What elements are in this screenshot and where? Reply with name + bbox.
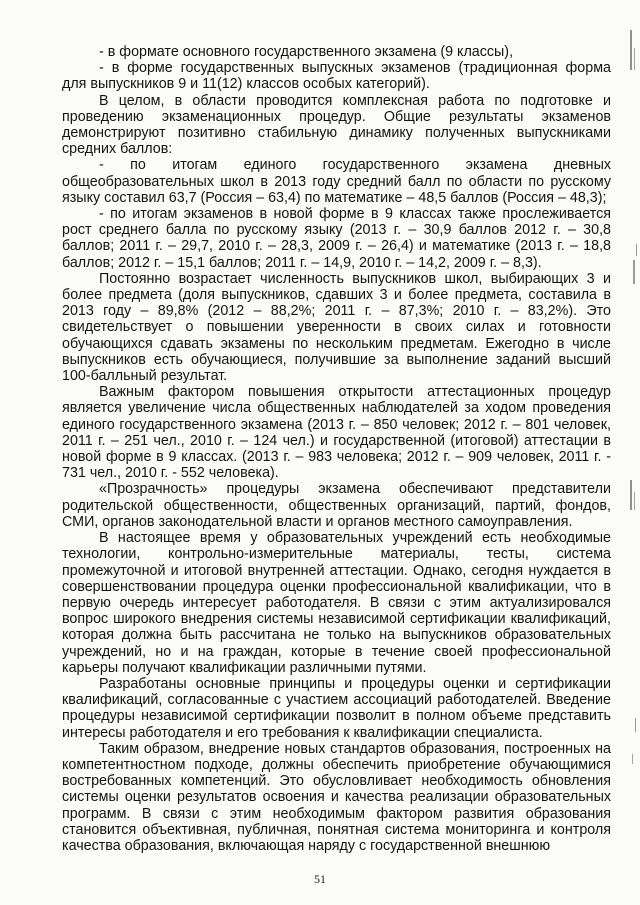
scan-edge-mark [635,718,636,732]
scan-edge-mark [632,754,633,764]
paragraph-bullet-oge: - в формате основного государственного экзамена (9 классы), [99,44,514,60]
paragraph-qualification: В настоящее время у образовательных учреждений есть необходимые технологии, контрольно-измерительные материалы, тесты, система промежуточной и итоговой внутренней аттестации. Однако, сегодня нуждается в совершенствовании процедура оценки профессиональной квалификации, что в первую очередь интересует работодателя. В связи с этим актуализировался вопрос широкого внедрения системы независимой сертификации квалификаций, которая должна быть рассчитана не только на выпускников образовательных учреждений, но и на граждан, которые в течение своей профессиональной карьеры получают квалификации различными путями. [62,530,611,676]
body-text [62,44,611,854]
paragraph-certification: Разработаны основные принципы и процедуры оценки и сертификации квалификаций, согласованные с участием ассоциаций работодателей. Введение процедуры независимой сертификации позволит в полном объеме представить интересы работодателя и его требования к квалификации специалиста. [62,675,611,741]
paragraph-conclusion: Таким образом, внедрение новых стандартов образования, построенных на компетентностном подходе, должны обеспечить приобретение обучающимися востребованных компетенций. Это обусловливает необходимость обновления системы оценки результатов освоения и качества реализации образовательных программ. В связи с этим необходимым фактором развития образования становится объективная, публичная, понятная система мониторинга и контроля качества образования, включающая наряду с государственной внешнюю [62,740,611,854]
page-number: 51 [314,872,326,886]
scan-edge-mark [630,480,632,510]
paragraph-subject-choice: Постоянно возрастает численность выпускников школ, выбирающих 3 и более предмета (доля выпускников, сдавших 3 и более предмета, составила в 2013 году – 89,8% (2012 – 88,2%; 2011 г. – 87,3%; 2010 г. – 83,2%). Это свидетельствует о повышении уверенности в своих силах и готовности обучающихся сдавать экзамены по нескольким предметам. Ежегодно в числе выпускников есть обучающиеся, получившие за выполнение заданий высший 100-балльный результат. [62,270,611,385]
paragraph-ege-results: - по итогам единого государственного экзамена дневных общеобразовательных школ в 2013 году средний балл по области по русскому языку составил 63,7 (Россия – 63,4) по математике – 48,5 баллов (Россия – 48,3); [62,157,611,206]
scan-edge-mark [634,492,635,510]
paragraph-exam-overview: В целом, в области проводится комплексная работа по подготовке и проведению экзаменационных процедур. Общие результаты экзаменов демонстрируют позитивно стабильную динамику полученных выпускниками средних баллов: [62,92,611,158]
paragraph-observers: Важным фактором повышения открытости аттестационных процедур является увеличение числа общественных наблюдателей за ходом проведения единого государственного экзамена (2013 г. – 850 человек; 2012 г. – 801 человек, 2011 г. – 251 чел., 2010 г. – 124 чел.) и государственной (итоговой) аттестации в новой форме в 9 классах. (2013 г. – 983 человека; 2012 г. – 909 человек, 2011 г. - 731 чел., 2010 г. - 552 человека). [62,384,611,482]
scan-edge-mark [636,244,637,256]
paragraph-grade9-results: - по итогам экзаменов в новой форме в 9 классах также прослеживается рост среднего балла по русскому языку (2013 г. – 30,9 баллов 2012 г. – 30,8 баллов; 2011 г. – 29,7, 2010 г. – 28,3, 2009 г. – 26,4) и математике (2013 г. – 18,8 баллов; 2012 г. – 15,1 баллов; 2011 г. – 14,9, 2010 г. – 14,2, 2009 г. – 8,3). [62,206,611,271]
scan-edge-mark [633,260,635,284]
paragraph-transparency: «Прозрачность» процедуры экзамена обеспечивают представители родительской общественности, общественных организаций, партий, фондов, СМИ, органов законодательной власти и органов местного самоуправления. [62,481,611,530]
scan-edge-mark [630,30,632,70]
paragraph-bullet-gve: - в форме государственных выпускных экзаменов (традиционная форма для выпускников 9 и 11(12) классов особых категорий). [62,60,611,93]
scan-edge-mark [634,48,635,70]
